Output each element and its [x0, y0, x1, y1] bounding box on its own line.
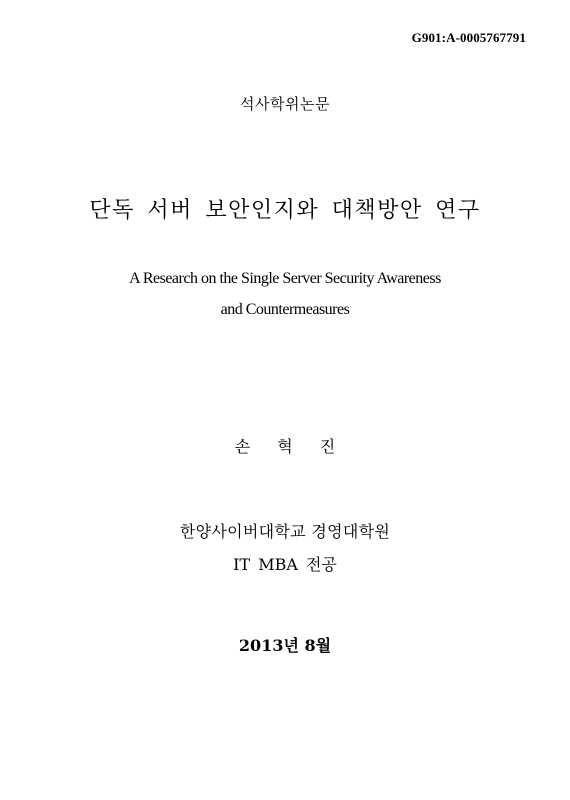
author-name: 손 혁 진 — [234, 437, 336, 456]
document-id: G901:A-0005767791 — [411, 30, 526, 45]
title-english-line-1: A Research on the Single Server Security Awareness — [129, 270, 441, 287]
major-name: IT MBA 전공 — [233, 555, 337, 574]
title-korean: 단독 서버 보안인지와 대책방안 연구 — [89, 198, 481, 223]
degree-type: 석사학위논문 — [240, 95, 330, 113]
submission-date: 2013년 8월 — [238, 636, 332, 655]
title-english-line-2: and Countermeasures — [220, 301, 350, 318]
institution-name: 한양사이버대학교 경영대학원 — [179, 522, 391, 541]
